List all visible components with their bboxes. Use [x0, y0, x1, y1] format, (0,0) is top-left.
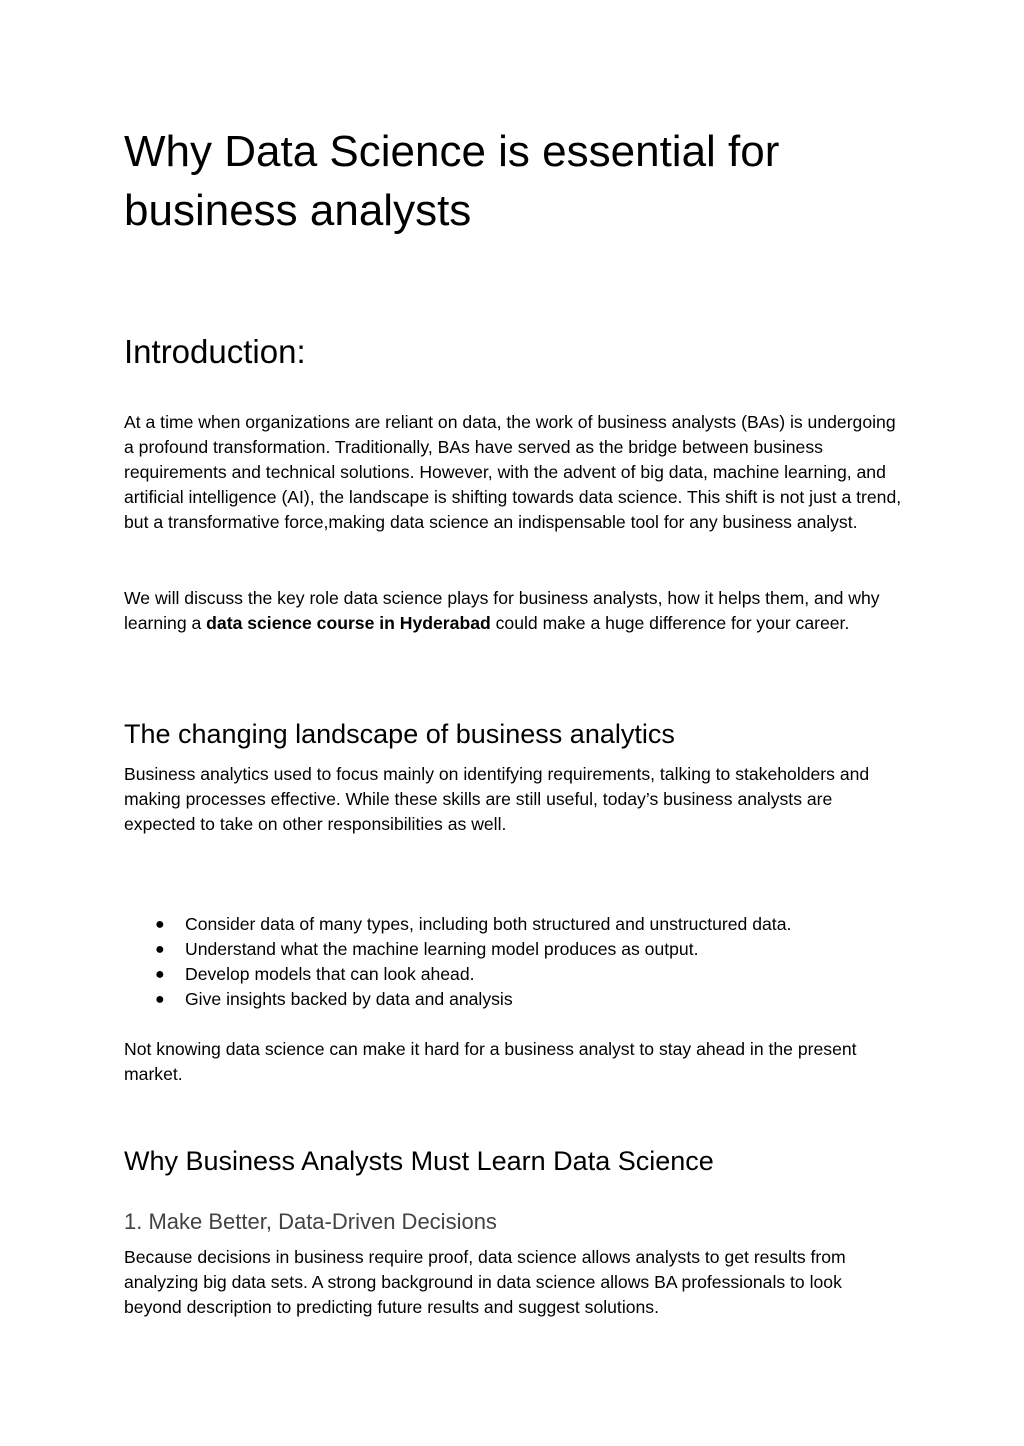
list-item: [124, 962, 904, 987]
bullet-icon: ●: [155, 991, 165, 1008]
list-item-text: Consider data of many types, including both structured and unstructured data.: [185, 914, 792, 934]
landscape-closing-paragraph: Not knowing data science can make it hard for a business analyst to stay ahead in the present market.: [124, 1039, 857, 1084]
responsibilities-list: [124, 912, 904, 1012]
bullet-icon: ●: [155, 916, 165, 933]
list-item: [124, 937, 904, 962]
course-link-text: data science course in Hyderabad: [206, 613, 491, 633]
intro-paragraph-2-text-a: We will discuss the key role data science plays for business analysts, how it helps them, and why learning a: [124, 588, 880, 633]
list-item: [124, 987, 904, 1012]
list-item: [124, 912, 904, 937]
section-heading-landscape: The changing landscape of business analytics: [124, 719, 675, 749]
document-title: Why Data Science is essential for business analysts: [124, 127, 780, 235]
intro-heading: Introduction:: [124, 333, 306, 370]
intro-paragraph-1: At a time when organizations are reliant on data, the work of business analysts (BAs) is undergoing a profound transformation. Traditionally, BAs have served as the bridge between business requirements and technical solutions. However, with the advent of big data, machine learning, and artificial intelligence (AI), the landscape is shifting towards data science. This shift is not just a trend, but a transformative force,making data science an indispensable tool for any business analyst.: [124, 412, 902, 532]
list-item-text: Give insights backed by data and analysis: [185, 989, 513, 1009]
landscape-paragraph: Business analytics used to focus mainly on identifying requirements, talking to stakeholders and making processes effective. While these skills are still useful, today’s business analysts are expected to take on other responsibilities as well.: [124, 764, 870, 834]
section-heading-why-learn: Why Business Analysts Must Learn Data Science: [124, 1146, 714, 1176]
list-item-text: Understand what the machine learning model produces as output.: [185, 939, 699, 959]
bullet-icon: ●: [155, 941, 165, 958]
intro-paragraph-2-text-b: could make a huge difference for your career.: [490, 613, 850, 633]
list-item-text: Develop models that can look ahead.: [185, 964, 475, 984]
intro-paragraph-2: [124, 586, 904, 636]
subheading-better-decisions: 1. Make Better, Data-Driven Decisions: [124, 1209, 497, 1234]
better-decisions-paragraph: Because decisions in business require proof, data science allows analysts to get results from analyzing big data sets. A strong background in data science allows BA professionals to look beyond description to predicting future results and suggest solutions.: [124, 1247, 846, 1317]
bullet-icon: ●: [155, 966, 165, 983]
